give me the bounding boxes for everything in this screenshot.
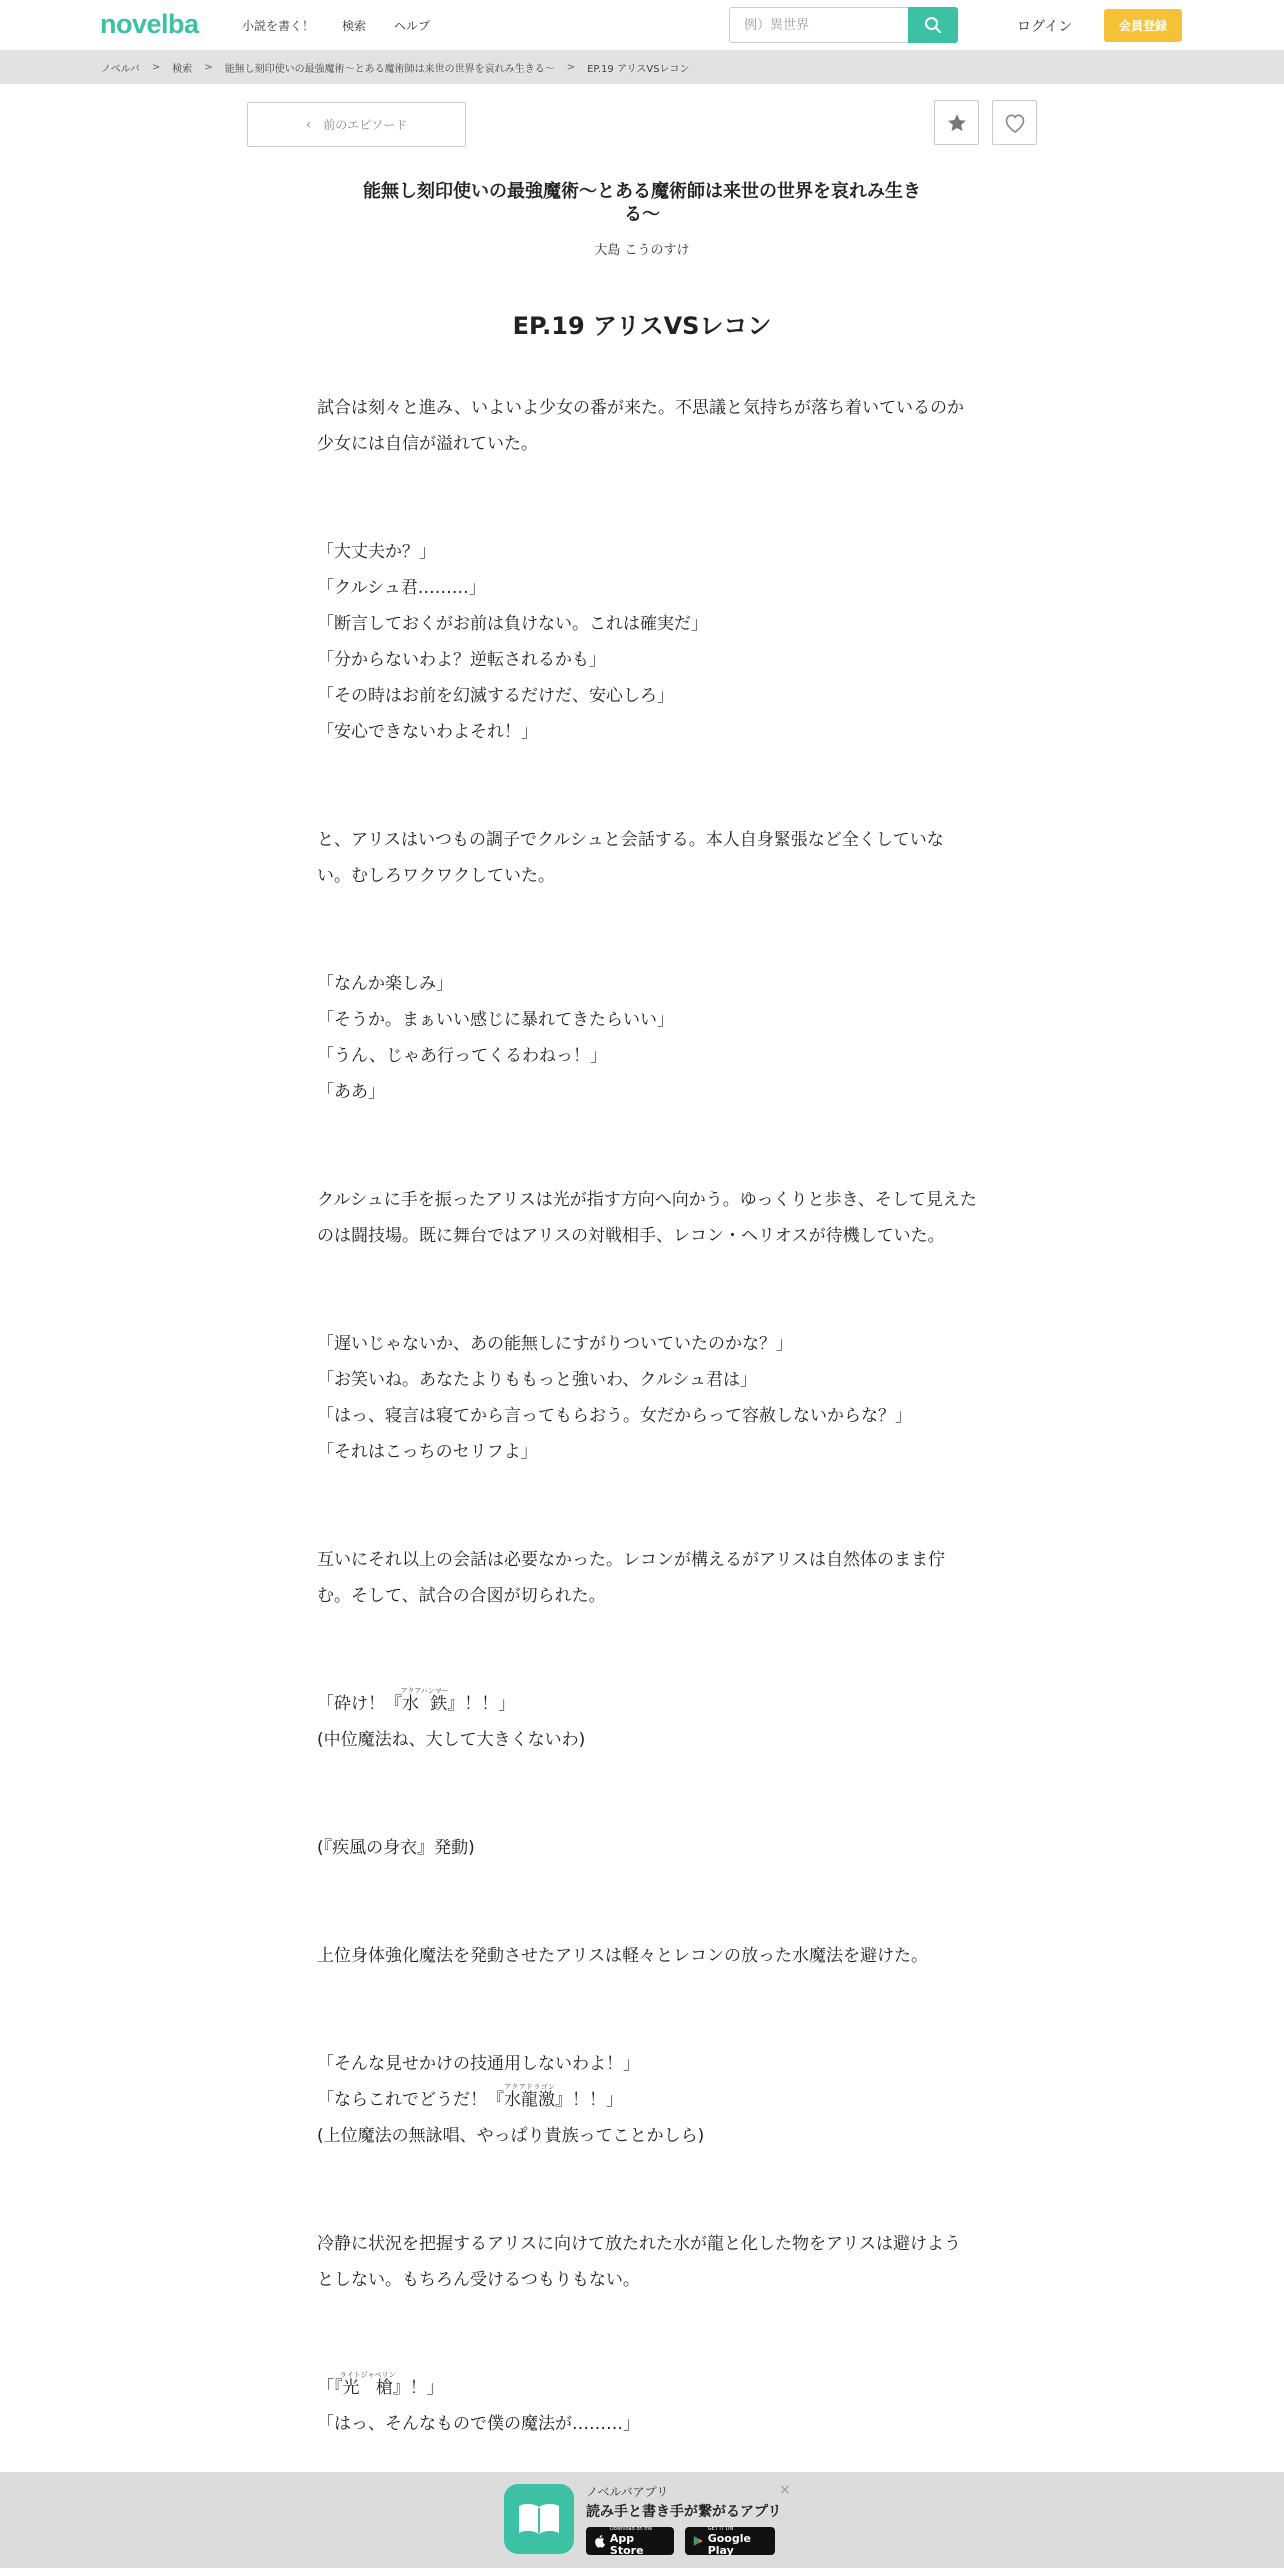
dialogue-line: 「そうか。まぁいい感じに暴れてきたらいい」 xyxy=(317,1010,674,1030)
thought-line: (上位魔法の無詠唱、やっぱり貴族ってことかしら) xyxy=(317,2126,705,2146)
dialogue-line: 「それはこっちのセリフよ」 xyxy=(317,1442,538,1462)
dialogue-line: 「その時はお前を幻滅するだけだ、安心しろ」 xyxy=(317,686,674,706)
ruby-text: 水 鉄アクアハンマー xyxy=(400,1687,449,1714)
google-play-small-text: GET IT ON xyxy=(707,2525,734,2532)
breadcrumb-current: EP.19 アリスVSレコン xyxy=(587,63,690,75)
login-link[interactable]: ログイン xyxy=(1017,19,1073,35)
dialogue-line: 「そんな見せかけの技通用しないわよ！」 xyxy=(317,2054,640,2074)
dialogue-line: 「なんか楽しみ」 xyxy=(317,974,453,994)
search-icon xyxy=(924,16,942,34)
app-name: ノベルバアプリ xyxy=(586,2485,669,2499)
favorite-star-button[interactable] xyxy=(934,100,979,145)
dialogue-line: 「クルシュ君………」 xyxy=(317,578,486,598)
nav-write-novel[interactable]: 小説を書く！ xyxy=(242,19,315,33)
breadcrumb-separator: > xyxy=(204,61,213,73)
breadcrumb-novel[interactable]: 能無し刻印使いの最強魔術〜とある魔術師は来世の世界を哀れみ生きる〜 xyxy=(224,63,555,75)
site-header xyxy=(0,0,1284,50)
dialogue-line: 「分からないわよ？逆転されるかも」 xyxy=(317,650,606,670)
dialogue-line: 「ならこれでどうだ！『水龍激アクアドラゴン』！！」 xyxy=(317,2083,623,2110)
dialogue-line: 「安心できないわよそれ！」 xyxy=(317,722,538,742)
site-logo[interactable]: novelba xyxy=(100,9,199,39)
dialogue-line: 「お笑いね。あなたよりももっと強いわ、クルシュ君は」 xyxy=(317,1370,758,1390)
breadcrumb-separator: > xyxy=(151,61,161,73)
ruby-text: 光 槍ライトジャベリン xyxy=(339,2371,396,2398)
breadcrumb xyxy=(0,50,1284,84)
star-icon xyxy=(946,112,968,134)
breadcrumb-home[interactable]: ノベルバ xyxy=(101,63,140,75)
nav-search[interactable]: 検索 xyxy=(342,19,367,33)
chevron-left-icon: ‹ xyxy=(305,116,312,133)
author-name[interactable]: 大島 こうのすけ xyxy=(594,243,690,258)
dialogue-line: 「遅いじゃないか、あの能無しにすがりついていたのかな？」 xyxy=(317,1334,793,1354)
dialogue-line: 「『光 槍ライトジャベリン』！」 xyxy=(317,2371,444,2398)
paragraph: クルシュに手を振ったアリスは光が指す方向へ向かう。ゆっくりと歩き、そして見えたのは闘技場。既に舞台ではアリスの対戦相手、レコン・ヘリオスが待機していた。 xyxy=(317,1190,977,1246)
paragraph: 試合は刻々と進み、いよいよ少女の番が来た。不思議と気持ちが落ち着いているのか少女には自信が溢れていた。 xyxy=(317,398,965,454)
paragraph: と、アリスはいつもの調子でクルシュと会話する。本人自身緊張など全くしていない。むしろワクワクしていた。 xyxy=(317,830,944,886)
heart-icon xyxy=(1003,112,1027,134)
ruby-text: 水龍激アクアドラゴン xyxy=(504,2083,555,2110)
book-icon xyxy=(515,2499,563,2539)
novel-title: 能無し刻印使いの最強魔術〜とある魔術師は来世の世界を哀れみ生きる〜 xyxy=(363,181,921,225)
app-store-small-text: Download on the xyxy=(609,2525,653,2532)
dialogue-line: 「はっ、寝言は寝てから言ってもらおう。女だからって容赦しないからな？」 xyxy=(317,1406,912,1426)
dialogue-line: 「砕け！『水 鉄アクアハンマー』！！」 xyxy=(317,1687,516,1714)
google-play-icon xyxy=(693,2534,703,2548)
app-icon[interactable] xyxy=(504,2484,574,2554)
episode-title: EP.19 アリスVSレコン xyxy=(512,312,772,340)
apple-icon xyxy=(594,2534,605,2548)
thought-line: (中位魔法ね、大して大きくないわ) xyxy=(317,1730,586,1750)
dialogue-line: 「うん、じゃあ行ってくるわねっ！」 xyxy=(317,1046,608,1066)
prev-episode-button[interactable] xyxy=(247,102,466,147)
app-store-text: App Store xyxy=(609,2531,644,2557)
close-icon[interactable]: × xyxy=(779,2482,791,2498)
search-button[interactable] xyxy=(908,7,958,43)
dialogue-line: 「ああ」 xyxy=(317,1082,385,1102)
thought-line: (『疾風の身衣』発動) xyxy=(317,1838,475,1858)
paragraph: 上位身体強化魔法を発動させたアリスは軽々とレコンの放った水魔法を避けた。 xyxy=(317,1946,928,1966)
google-play-badge[interactable] xyxy=(685,2527,775,2555)
dialogue-line: 「大丈夫か？」 xyxy=(317,542,436,562)
app-store-badge[interactable] xyxy=(586,2527,674,2555)
paragraph: 冷静に状況を把握するアリスに向けて放たれた水が龍と化した物をアリスは避けようとしない。もちろん受けるつもりもない。 xyxy=(317,2234,961,2290)
paragraph: 互いにそれ以上の会話は必要なかった。レコンが構えるがアリスは自然体のまま佇む。そして、試合の合図が切られた。 xyxy=(317,1550,945,1606)
app-tagline: 読み手と書き手が繋がるアプリ xyxy=(586,2504,782,2520)
register-button[interactable]: 会員登録 xyxy=(1104,9,1182,42)
breadcrumb-search[interactable]: 検索 xyxy=(172,63,193,75)
like-heart-button[interactable] xyxy=(992,100,1037,145)
search-input[interactable] xyxy=(729,7,909,43)
nav-help[interactable]: ヘルプ xyxy=(394,19,431,33)
app-download-banner xyxy=(0,2472,1284,2568)
episode-body xyxy=(317,390,977,2442)
dialogue-line: 「断言しておくがお前は負けない。これは確実だ」 xyxy=(317,614,708,634)
dialogue-line: 「はっ、そんなもので僕の魔法が………」 xyxy=(317,2414,640,2434)
breadcrumb-separator: > xyxy=(566,61,576,73)
prev-episode-label: 前のエピソード xyxy=(323,118,408,132)
google-play-text: Google Play xyxy=(707,2531,751,2557)
